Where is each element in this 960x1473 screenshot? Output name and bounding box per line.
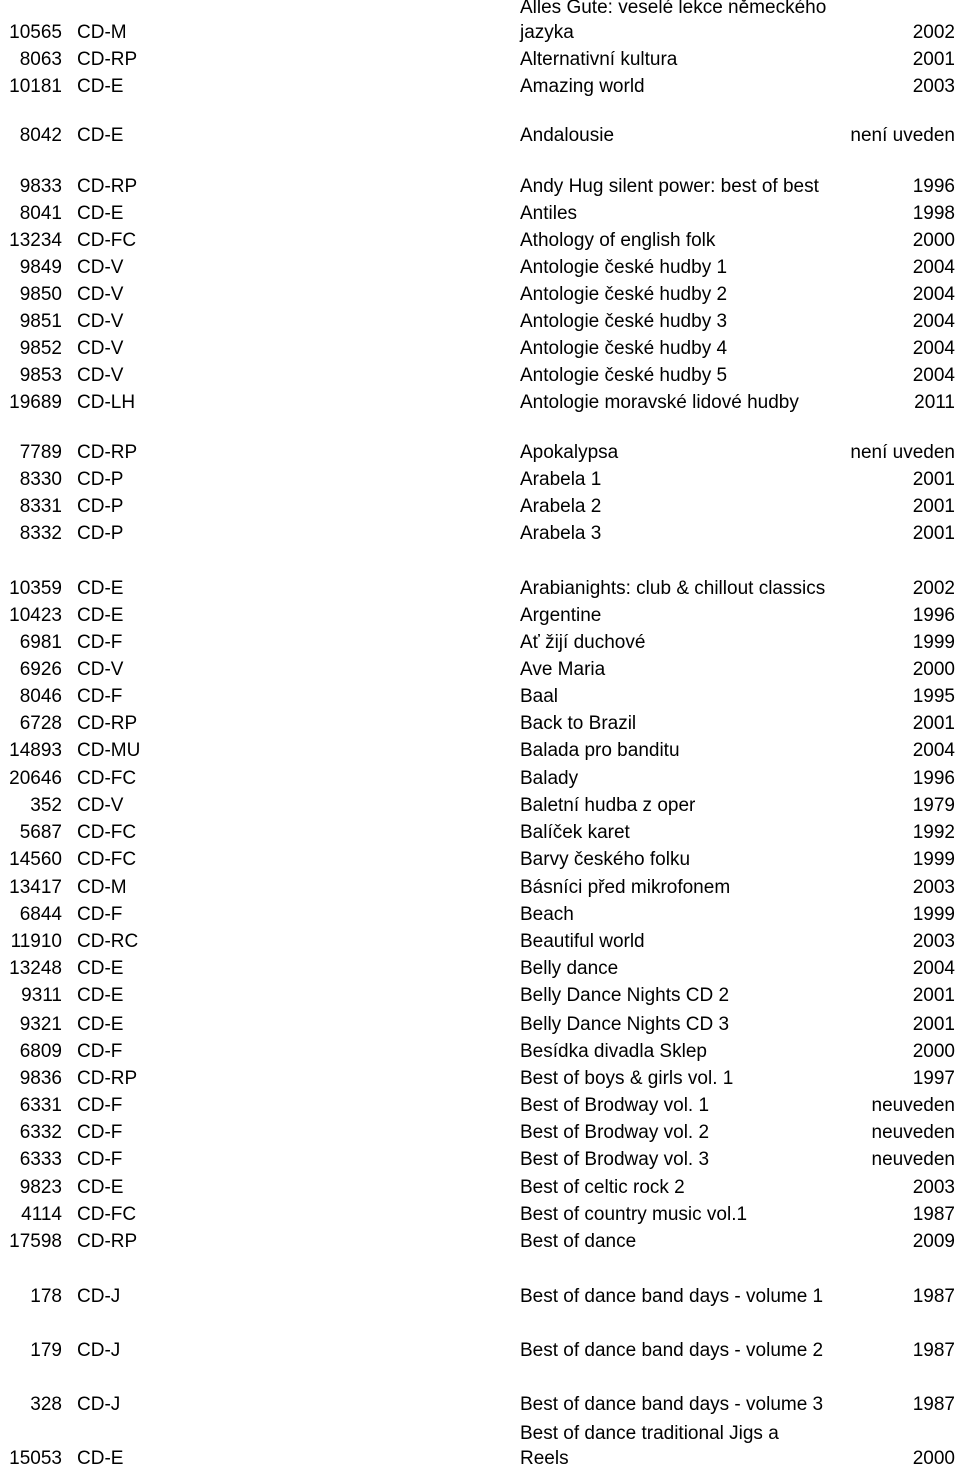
table-row — [0, 630, 960, 657]
release-year: 1987 — [912, 1393, 955, 1415]
release-year: neuveden — [871, 1121, 955, 1143]
table-row — [0, 1202, 960, 1229]
album-title: Antologie české hudby 5 — [520, 364, 728, 386]
table-row — [0, 1365, 960, 1419]
album-title: Antiles — [520, 202, 578, 224]
album-title: Beautiful world — [520, 930, 645, 952]
media-format: CD-FC — [77, 229, 137, 251]
album-title: Baletní hudba z oper — [520, 794, 696, 816]
release-year: 2000 — [912, 229, 955, 251]
album-title: Best of Brodway vol. 1 — [520, 1094, 710, 1116]
table-row — [0, 793, 960, 820]
release-year: 2001 — [912, 495, 955, 517]
media-format: CD-V — [77, 794, 124, 816]
media-format: CD-P — [77, 495, 124, 517]
table-row — [0, 47, 960, 74]
table-row — [0, 820, 960, 847]
media-format: CD-F — [77, 903, 123, 925]
media-format: CD-E — [77, 75, 124, 97]
table-row — [0, 1066, 960, 1093]
catalog-number: 8046 — [19, 685, 62, 707]
release-year: 1995 — [912, 685, 955, 707]
media-format: CD-J — [77, 1393, 121, 1415]
table-row — [0, 956, 960, 983]
release-year: neuveden — [871, 1094, 955, 1116]
album-title: Andy Hug silent power: best of best — [520, 175, 819, 197]
media-format: CD-LH — [77, 391, 136, 413]
release-year: neuveden — [871, 1148, 955, 1170]
table-row — [0, 521, 960, 548]
catalog-number: 6809 — [19, 1040, 62, 1062]
album-title: Balada pro banditu — [520, 739, 680, 761]
release-year: 2003 — [912, 930, 955, 952]
media-format: CD-J — [77, 1339, 121, 1361]
table-row — [0, 1256, 960, 1311]
catalog-number: 178 — [30, 1285, 62, 1307]
catalog-number: 4114 — [21, 1203, 62, 1225]
release-year: 2001 — [912, 984, 955, 1006]
media-format: CD-F — [77, 1040, 123, 1062]
catalog-number: 6981 — [19, 631, 62, 653]
catalog-number: 9321 — [19, 1013, 62, 1035]
media-format: CD-E — [77, 984, 124, 1006]
table-row — [0, 1147, 960, 1174]
album-title: Best of dance traditional Jigs a Reels — [520, 1423, 779, 1469]
album-title: Barvy českého folku — [520, 848, 691, 870]
release-year: 2004 — [912, 739, 955, 761]
album-title: Back to Brazil — [520, 712, 637, 734]
catalog-number: 5687 — [19, 821, 62, 843]
catalog-number: 19689 — [9, 391, 62, 413]
media-format: CD-V — [77, 283, 124, 305]
media-format: CD-V — [77, 310, 124, 332]
catalog-number: 8063 — [19, 48, 62, 70]
album-title: Best of dance band days - volume 2 — [520, 1339, 824, 1361]
album-title: Arabela 2 — [520, 495, 602, 517]
media-format: CD-RP — [77, 712, 138, 734]
table-row — [0, 1229, 960, 1256]
media-format: CD-RP — [77, 48, 138, 70]
release-year: 1999 — [912, 631, 955, 653]
table-row — [0, 74, 960, 101]
album-title: Best of dance band days - volume 3 — [520, 1393, 824, 1415]
album-title: Básníci před mikrofonem — [520, 876, 731, 898]
catalog-number: 10181 — [9, 75, 62, 97]
release-year: 1998 — [912, 202, 955, 224]
album-title: Antologie české hudby 3 — [520, 310, 728, 332]
media-format: CD-V — [77, 256, 124, 278]
release-year: 1996 — [912, 767, 955, 789]
album-title: Antologie české hudby 2 — [520, 283, 728, 305]
table-row — [0, 1039, 960, 1066]
media-format: CD-RP — [77, 1067, 138, 1089]
release-year: 2001 — [912, 522, 955, 544]
table-row — [0, 902, 960, 929]
table-row — [0, 228, 960, 255]
media-format: CD-FC — [77, 848, 137, 870]
catalog-number: 6331 — [19, 1094, 62, 1116]
album-title: Best of dance — [520, 1230, 637, 1252]
media-format: CD-V — [77, 658, 124, 680]
table-row — [0, 847, 960, 874]
media-format: CD-RP — [77, 1230, 138, 1252]
catalog-number: 8330 — [19, 468, 62, 490]
media-format: CD-P — [77, 468, 124, 490]
table-row — [0, 336, 960, 363]
album-title: Athology of english folk — [520, 229, 716, 251]
album-title: Baal — [520, 685, 559, 707]
media-format: CD-M — [77, 21, 127, 43]
media-format: CD-V — [77, 364, 124, 386]
album-title: Amazing world — [520, 75, 645, 97]
table-row — [0, 467, 960, 494]
release-year: 2004 — [912, 283, 955, 305]
catalog-number: 9836 — [19, 1067, 62, 1089]
catalog-number: 13417 — [9, 876, 62, 898]
media-format: CD-F — [77, 1121, 123, 1143]
release-year: 2003 — [912, 1176, 955, 1198]
table-row — [0, 738, 960, 765]
table-row — [0, 548, 960, 603]
table-row — [0, 150, 960, 201]
catalog-number: 11910 — [10, 930, 62, 952]
media-format: CD-F — [77, 1148, 123, 1170]
table-row — [0, 494, 960, 521]
media-format: CD-E — [77, 1176, 124, 1198]
album-title: Beach — [520, 903, 574, 925]
media-format: CD-E — [77, 1013, 124, 1035]
table-row — [0, 874, 960, 902]
media-format: CD-E — [77, 577, 124, 599]
album-title: Arabela 1 — [520, 468, 602, 490]
album-title: Best of Brodway vol. 3 — [520, 1148, 710, 1170]
catalog-number: 8332 — [19, 522, 62, 544]
table-row — [0, 1120, 960, 1147]
catalog-number: 9852 — [19, 337, 62, 359]
release-year: 1996 — [912, 175, 955, 197]
release-year: 2001 — [912, 712, 955, 734]
table-row — [0, 765, 960, 793]
table-row — [0, 201, 960, 228]
album-title: Balady — [520, 767, 579, 789]
catalog-number: 6926 — [19, 658, 62, 680]
release-year: 2004 — [912, 256, 955, 278]
album-title: Best of celtic rock 2 — [520, 1176, 685, 1198]
catalog-number: 9849 — [19, 256, 62, 278]
album-title: Best of dance band days - volume 1 — [520, 1285, 824, 1307]
release-year: 1997 — [912, 1067, 955, 1089]
catalog-number: 9853 — [19, 364, 62, 386]
album-title: Best of boys & girls vol. 1 — [520, 1067, 734, 1089]
media-format: CD-F — [77, 685, 123, 707]
media-format: CD-V — [77, 337, 124, 359]
catalog-number: 8041 — [19, 202, 62, 224]
catalog-number: 10565 — [9, 21, 62, 43]
album-title: Antologie české hudby 1 — [520, 256, 728, 278]
table-row — [0, 417, 960, 467]
table-row — [0, 390, 960, 417]
table-row — [0, 363, 960, 390]
release-year: 2000 — [912, 1447, 955, 1469]
media-format: CD-MU — [77, 739, 141, 761]
catalog-number: 9311 — [21, 984, 62, 1006]
release-year: není uveden — [850, 124, 955, 146]
album-title: Antologie moravské lidové hudby — [520, 391, 799, 413]
media-format: CD-RP — [77, 175, 138, 197]
table-row — [0, 657, 960, 684]
catalog-number: 6728 — [19, 712, 62, 734]
album-title: Arabianights: club & chillout classics — [520, 577, 826, 599]
table-row — [0, 603, 960, 630]
album-title: Alternativní kultura — [520, 48, 678, 70]
media-format: CD-E — [77, 604, 124, 626]
catalog-number: 7789 — [19, 441, 62, 463]
table-row — [0, 282, 960, 309]
catalog-number: 352 — [30, 794, 62, 816]
release-year: 2004 — [912, 337, 955, 359]
catalog-number: 15053 — [9, 1447, 62, 1469]
catalog-number: 9823 — [19, 1176, 62, 1198]
release-year: 2002 — [912, 577, 955, 599]
release-year: 2003 — [912, 75, 955, 97]
table-row — [0, 1174, 960, 1202]
table-row — [0, 711, 960, 738]
album-title: Balíček karet — [520, 821, 630, 843]
table-row — [0, 684, 960, 711]
table-row — [0, 101, 960, 150]
catalog-number: 20646 — [9, 767, 62, 789]
catalog-number: 10359 — [9, 577, 62, 599]
table-row — [0, 0, 960, 47]
release-year: 2003 — [912, 876, 955, 898]
album-title: Ave Maria — [520, 658, 606, 680]
catalog-number: 9850 — [19, 283, 62, 305]
media-format: CD-E — [77, 124, 124, 146]
media-format: CD-FC — [77, 767, 137, 789]
table-row — [0, 309, 960, 336]
media-format: CD-E — [77, 957, 124, 979]
release-year: není uveden — [850, 441, 955, 463]
album-title: Besídka divadla Sklep — [520, 1040, 707, 1062]
album-title: Belly dance — [520, 957, 619, 979]
album-title: Best of country music vol.1 — [520, 1203, 748, 1225]
album-title: Belly Dance Nights CD 3 — [520, 1013, 730, 1035]
table-row — [0, 1419, 960, 1473]
album-title: Argentine — [520, 604, 602, 626]
catalog-number: 10423 — [9, 604, 62, 626]
table-row — [0, 929, 960, 956]
media-format: CD-E — [77, 1447, 124, 1469]
release-year: 2004 — [912, 364, 955, 386]
catalog-number: 9851 — [19, 310, 62, 332]
media-format: CD-E — [77, 202, 124, 224]
catalog-number: 9833 — [19, 175, 62, 197]
table-row — [0, 1010, 960, 1039]
release-year: 2001 — [912, 1013, 955, 1035]
release-year: 1979 — [912, 794, 955, 816]
table-row — [0, 983, 960, 1010]
release-year: 2004 — [912, 957, 955, 979]
album-title: Belly Dance Nights CD 2 — [520, 984, 730, 1006]
release-year: 2004 — [912, 310, 955, 332]
release-year: 2001 — [912, 468, 955, 490]
release-year: 2001 — [912, 48, 955, 70]
media-format: CD-F — [77, 1094, 123, 1116]
catalog-number: 14893 — [9, 739, 62, 761]
table-row — [0, 1311, 960, 1365]
table-row — [0, 1093, 960, 1120]
catalog-number: 6333 — [19, 1148, 62, 1170]
release-year: 2009 — [912, 1230, 955, 1252]
media-format: CD-FC — [77, 821, 137, 843]
album-title: Arabela 3 — [520, 522, 602, 544]
release-year: 2002 — [912, 21, 955, 43]
catalog-number: 13248 — [9, 957, 62, 979]
album-title: Antologie české hudby 4 — [520, 337, 728, 359]
album-title: Ať žijí duchové — [520, 631, 646, 653]
album-title: Best of Brodway vol. 2 — [520, 1121, 710, 1143]
media-format: CD-M — [77, 876, 127, 898]
release-year: 1987 — [912, 1339, 955, 1361]
release-year: 2000 — [912, 658, 955, 680]
catalog-number: 6332 — [19, 1121, 62, 1143]
release-year: 1987 — [912, 1203, 955, 1225]
media-format: CD-J — [77, 1285, 121, 1307]
media-format: CD-RC — [77, 930, 139, 952]
release-year: 1996 — [912, 604, 955, 626]
release-year: 2000 — [912, 1040, 955, 1062]
release-year: 1987 — [912, 1285, 955, 1307]
media-format: CD-F — [77, 631, 123, 653]
release-year: 1999 — [912, 903, 955, 925]
catalog-number: 8331 — [19, 495, 62, 517]
catalog-number: 8042 — [19, 124, 62, 146]
album-title: Andalousie — [520, 124, 615, 146]
album-title: Alles Gute: veselé lekce německého jazyka — [520, 0, 827, 43]
release-year: 1999 — [912, 848, 955, 870]
catalog-number: 17598 — [9, 1230, 62, 1252]
release-year: 2011 — [914, 391, 955, 413]
media-format: CD-RP — [77, 441, 138, 463]
album-title: Apokalypsa — [520, 441, 619, 463]
catalog-number: 14560 — [9, 848, 62, 870]
media-format: CD-FC — [77, 1203, 137, 1225]
catalog-number: 328 — [30, 1393, 62, 1415]
table-row — [0, 255, 960, 282]
catalog-number: 13234 — [9, 229, 62, 251]
catalog-number: 179 — [30, 1339, 62, 1361]
catalog-number: 6844 — [19, 903, 62, 925]
media-format: CD-P — [77, 522, 124, 544]
release-year: 1992 — [912, 821, 955, 843]
